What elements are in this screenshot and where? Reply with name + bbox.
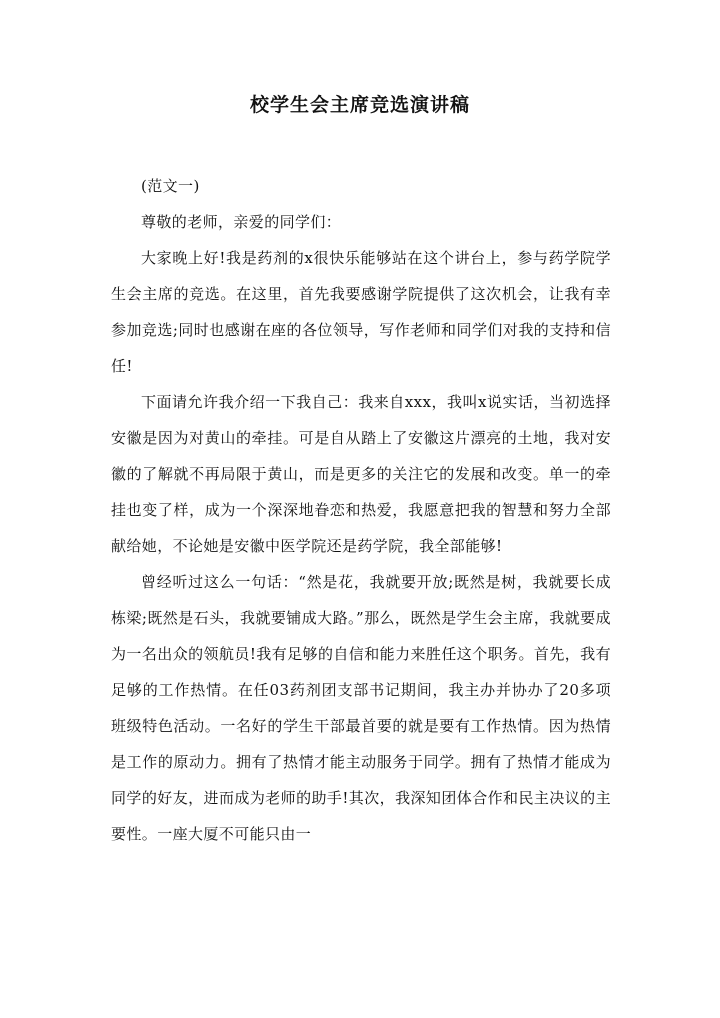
greeting: 尊敬的老师，亲爱的同学们： — [141, 213, 342, 231]
paragraph: 下面请允许我介绍一下我自己：我来自xxx，我叫x说实话，当初选择安徽是因为对黄山的牵挂。可是自从踏上了安徽这片漂亮的土地，我对安徽的了解就不再局限于黄山，而是更多的关注它的发展和改变。单一的牵挂也变了样，成为一个深深地眷恋和热爱，我愿意把我的智慧和努力全部献给她，不论她是安徽中医学院还是药学院，我全部能够! — [111, 393, 611, 555]
document-title: 校学生会主席竞选演讲稿 — [249, 94, 470, 116]
sample-label: (范文一) — [141, 177, 200, 195]
document-body — [111, 168, 611, 852]
paragraph: 曾经听过这么一句话：“然是花，我就要开放;既然是树，我就要长成栋梁;既然是石头，我就要铺成大路。”那么，既然是学生会主席，我就要成为一名出众的领航员!我有足够的自信和能力来胜任这个职务。首先，我有足够的工作热情。在任03药剂团支部书记期间，我主办并协办了20多项班级特色活动。一名好的学生干部最首要的就是要有工作热情。因为热情是工作的原动力。拥有了热情才能主动服务于同学。拥有了热情才能成为同学的好友，进而成为老师的助手!其次，我深知团体合作和民主决议的主要性。一座大厦不可能只由一 — [111, 573, 611, 843]
paragraph: 大家晚上好!我是药剂的x很快乐能够站在这个讲台上，参与药学院学生会主席的竞选。在这里，首先我要感谢学院提供了这次机会，让我有幸参加竞选;同时也感谢在座的各位领导，写作老师和同学们对我的支持和信任! — [111, 249, 611, 375]
